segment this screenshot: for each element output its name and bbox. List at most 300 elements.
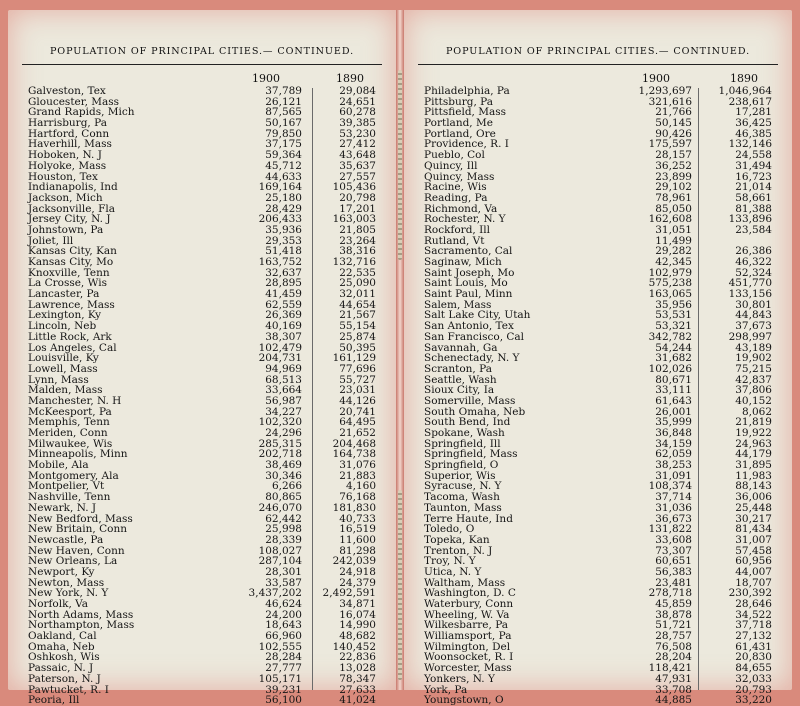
city-name: Hoboken, N. J: [28, 149, 102, 162]
population-1890: 21,819: [735, 416, 772, 429]
city-name: San Francisco, Cal: [424, 330, 525, 343]
population-1900: 62,442: [265, 512, 302, 525]
population-1890: 75,215: [735, 362, 772, 375]
population-1900: 41,459: [265, 288, 302, 301]
population-1900: 47,931: [655, 672, 692, 685]
population-1890: 44,179: [735, 448, 772, 461]
population-1900: 33,587: [265, 576, 302, 589]
population-1900: 79,850: [265, 127, 302, 140]
population-1900: 78,961: [655, 191, 692, 204]
population-1900: 36,673: [655, 512, 692, 525]
city-name: Springfield, Ill: [424, 437, 501, 450]
population-1900: 285,315: [258, 437, 302, 450]
city-name: York, Pa: [424, 683, 468, 696]
population-1890: 11,600: [339, 533, 376, 546]
population-1890: 27,132: [735, 630, 772, 643]
city-name: Waterbury, Conn: [424, 598, 514, 610]
city-name: Newcastle, Pa: [28, 533, 104, 546]
city-name: Youngstown, O: [424, 694, 504, 706]
population-1890: 30,217: [735, 512, 772, 525]
population-1900: 11,499: [655, 234, 692, 247]
population-1900: 36,252: [655, 159, 692, 172]
city-name: New Orleans, La: [28, 555, 118, 568]
city-name: Joliet, Ill: [28, 234, 74, 247]
city-name: Rockford, Ill: [424, 223, 490, 236]
population-1900: 59,364: [265, 149, 302, 162]
population-1890: 23,264: [339, 234, 376, 247]
city-name: Wheeling, W. Va: [424, 608, 510, 621]
population-1890: 21,805: [339, 223, 376, 236]
city-name: Paterson, N. J: [28, 672, 101, 685]
city-name: Wilkesbarre, Pa: [424, 619, 509, 632]
table-row: [22, 225, 382, 236]
city-name: Utica, N. Y: [424, 565, 482, 578]
city-name: Rochester, N. Y: [424, 213, 506, 226]
year-1900-heading: 1900: [642, 72, 670, 85]
city-name: Saginaw, Mich: [424, 256, 502, 268]
population-1900: 24,296: [265, 427, 302, 439]
population-1900: 53,321: [655, 320, 692, 333]
city-name: Spokane, Wash: [424, 427, 505, 439]
city-name: Somerville, Mass: [424, 394, 516, 407]
city-name: Springfield, O: [424, 459, 499, 472]
city-name: Johnstown, Pa: [28, 223, 104, 236]
population-1890: 31,895: [735, 459, 772, 472]
city-name: Louisville, Ky: [28, 352, 99, 365]
population-1890: 31,494: [735, 159, 772, 172]
city-name: Philadelphia, Pa: [424, 85, 510, 97]
city-name: Pittsfield, Mass: [424, 106, 507, 119]
city-name: Lowell, Mass: [28, 362, 98, 375]
population-1890: 61,431: [735, 640, 772, 653]
city-name: Indianapolis, Ind: [28, 181, 118, 194]
population-1900: 102,555: [258, 640, 302, 653]
table-row: [418, 695, 778, 706]
population-1900: 56,987: [265, 394, 302, 407]
population-1890: 44,843: [735, 309, 772, 322]
city-name: Los Angeles, Cal: [28, 341, 117, 354]
population-1900: 50,145: [655, 117, 692, 130]
city-name: Galveston, Tex: [28, 85, 106, 97]
population-1890: 38,316: [339, 245, 376, 258]
population-1900: 31,036: [655, 501, 692, 514]
population-1900: 35,936: [265, 223, 302, 236]
population-1900: 56,100: [265, 694, 302, 706]
population-1900: 33,111: [655, 384, 692, 397]
population-1890: 25,090: [339, 277, 376, 290]
population-1900: 80,865: [265, 491, 302, 504]
population-1900: 87,565: [265, 106, 302, 119]
population-1900: 33,608: [655, 533, 692, 546]
population-1900: 162,608: [648, 213, 692, 226]
city-name: South Bend, Ind: [424, 416, 511, 429]
city-name: Jackson, Mich: [28, 191, 103, 204]
population-1890: 37,718: [735, 619, 772, 632]
population-1900: 28,301: [265, 565, 302, 578]
population-1890: 35,637: [339, 159, 376, 172]
population-1900: 102,479: [258, 341, 302, 354]
table-row: [22, 695, 382, 706]
population-1900: 102,979: [648, 266, 692, 279]
city-name: Norfolk, Va: [28, 598, 89, 610]
population-1900: 29,282: [655, 245, 692, 258]
population-1900: 26,121: [265, 95, 302, 108]
page-header: POPULATION OF PRINCIPAL CITIES.— CONTINUED.: [22, 40, 382, 65]
left-page: [8, 10, 396, 706]
city-name: Pueblo, Col: [424, 149, 485, 162]
population-1900: 37,175: [265, 138, 302, 151]
population-1890: 451,770: [728, 277, 772, 290]
population-1890: 28,646: [735, 598, 772, 610]
population-1890: 36,425: [735, 117, 772, 130]
city-name: Peoria, Ill: [28, 694, 80, 706]
population-1900: 76,508: [655, 640, 692, 653]
city-name: Kansas City, Mo: [28, 256, 114, 268]
population-1900: 38,878: [655, 608, 692, 621]
table-row: [22, 364, 382, 375]
population-1890: 37,673: [735, 320, 772, 333]
population-1890: 105,436: [332, 181, 376, 194]
table-row: [22, 503, 382, 514]
population-1900: 53,531: [655, 309, 692, 322]
population-1900: 28,284: [265, 651, 302, 664]
population-1900: 108,374: [648, 480, 692, 493]
population-1900: 28,757: [655, 630, 692, 643]
binding-thread: [398, 490, 402, 680]
population-1890: 41,024: [339, 694, 376, 706]
population-1900: 56,383: [655, 565, 692, 578]
city-name: Richmond, Va: [424, 202, 498, 215]
population-1890: 27,633: [339, 683, 376, 696]
population-1900: 68,513: [265, 373, 302, 386]
population-1890: 181,830: [332, 501, 376, 514]
city-name: Waltham, Mass: [424, 576, 506, 589]
city-name: Omaha, Neb: [28, 640, 95, 653]
population-1890: 64,495: [339, 416, 376, 429]
population-1900: 28,204: [655, 651, 692, 664]
population-table-left: [22, 86, 382, 706]
population-1890: 32,011: [339, 288, 376, 301]
population-1900: 27,777: [265, 662, 302, 675]
population-1900: 51,418: [265, 245, 302, 258]
population-1890: 133,896: [728, 213, 772, 226]
population-1890: 29,084: [339, 85, 376, 97]
population-1900: 163,752: [258, 256, 302, 268]
population-1900: 18,643: [265, 619, 302, 632]
population-1900: 90,426: [655, 127, 692, 140]
population-1890: 14,990: [339, 619, 376, 632]
population-1890: 230,392: [728, 587, 772, 600]
population-1900: 37,789: [265, 85, 302, 97]
population-1890: 2,492,591: [322, 587, 376, 600]
population-1900: 246,070: [258, 501, 302, 514]
population-1890: 84,655: [735, 662, 772, 675]
population-1890: 34,871: [339, 598, 376, 610]
population-1890: 46,385: [735, 127, 772, 140]
population-1890: 44,654: [339, 298, 376, 311]
population-1900: 40,169: [265, 320, 302, 333]
city-name: Sioux City, Ia: [424, 384, 495, 397]
population-1900: 32,637: [265, 266, 302, 279]
city-name: Rutland, Vt: [424, 234, 485, 247]
year-1890-heading: 1890: [336, 72, 364, 85]
population-1900: 28,339: [265, 533, 302, 546]
population-1900: 39,231: [265, 683, 302, 696]
population-1900: 131,822: [648, 523, 692, 536]
city-name: Memphis, Tenn: [28, 416, 110, 429]
table-row: [22, 674, 382, 685]
city-name: Portland, Ore: [424, 127, 496, 140]
population-1900: 62,559: [265, 298, 302, 311]
population-1900: 45,859: [655, 598, 692, 610]
population-1890: 163,003: [332, 213, 376, 226]
population-1900: 23,481: [655, 576, 692, 589]
population-1900: 30,346: [265, 469, 302, 482]
population-1900: 26,369: [265, 309, 302, 322]
city-name: Scranton, Pa: [424, 362, 492, 375]
population-1900: 287,104: [258, 555, 302, 568]
city-name: Knoxville, Tenn: [28, 266, 110, 279]
city-name: Kansas City, Kan: [28, 245, 117, 258]
table-row: [418, 535, 778, 546]
population-1890: 161,129: [332, 352, 376, 365]
population-1890: 76,168: [339, 491, 376, 504]
population-1890: 27,412: [339, 138, 376, 151]
population-1900: 25,180: [265, 191, 302, 204]
population-1890: 88,143: [735, 480, 772, 493]
table-row: [418, 364, 778, 375]
page-header: POPULATION OF PRINCIPAL CITIES.— CONTINUED.: [418, 40, 778, 65]
city-name: Topeka, Kan: [424, 533, 490, 546]
population-1900: 21,766: [655, 106, 692, 119]
city-name: Lexington, Ky: [28, 309, 102, 322]
population-1890: 43,189: [735, 341, 772, 354]
population-1890: 20,798: [339, 191, 376, 204]
population-1890: 81,298: [339, 544, 376, 557]
population-1890: 30,801: [735, 298, 772, 311]
city-name: Lynn, Mass: [28, 373, 89, 386]
population-1890: 1,046,964: [718, 85, 772, 97]
city-name: Quincy, Mass: [424, 170, 495, 183]
population-1890: 164,738: [332, 448, 376, 461]
city-name: Woonsocket, R. I: [424, 651, 514, 664]
table-row: [418, 193, 778, 204]
population-1890: 50,395: [339, 341, 376, 354]
population-1900: 34,159: [655, 437, 692, 450]
city-name: La Crosse, Wis: [28, 277, 107, 290]
population-1900: 105,171: [258, 672, 302, 685]
city-name: Reading, Pa: [424, 191, 488, 204]
population-1890: 17,201: [339, 202, 376, 215]
city-name: Malden, Mass: [28, 384, 103, 397]
city-name: South Omaha, Neb: [424, 405, 526, 418]
year-1900-heading: 1900: [252, 72, 280, 85]
city-name: Washington, D. C: [424, 587, 516, 600]
city-name: Williamsport, Pa: [424, 630, 512, 643]
city-name: Oakland, Cal: [28, 630, 97, 643]
population-1890: 37,806: [735, 384, 772, 397]
city-name: Newark, N. J: [28, 501, 97, 514]
table-row: [22, 332, 382, 343]
table-row: [418, 161, 778, 172]
city-name: Schenectady, N. Y: [424, 352, 520, 365]
city-name: New Haven, Conn: [28, 544, 125, 557]
population-1890: 22,836: [339, 651, 376, 664]
population-1890: 55,727: [339, 373, 376, 386]
population-1890: 242,039: [332, 555, 376, 568]
population-1900: 28,429: [265, 202, 302, 215]
population-1900: 26,001: [655, 405, 692, 418]
population-1900: 80,671: [655, 373, 692, 386]
population-1890: 24,558: [735, 149, 772, 162]
population-1890: 132,146: [728, 138, 772, 151]
population-1900: 44,633: [265, 170, 302, 183]
population-1890: 77,696: [339, 362, 376, 375]
population-1900: 6,266: [271, 480, 302, 493]
table-row: [22, 193, 382, 204]
table-row: [418, 674, 778, 685]
city-name: Gloucester, Mass: [28, 95, 120, 108]
population-1890: 17,281: [735, 106, 772, 119]
city-name: Providence, R. I: [424, 138, 509, 151]
city-name: Newton, Mass: [28, 576, 105, 589]
population-1900: 54,244: [655, 341, 692, 354]
city-name: Oshkosh, Wis: [28, 651, 100, 664]
population-1890: 31,007: [735, 533, 772, 546]
population-1890: 8,062: [741, 405, 772, 418]
population-1900: 38,469: [265, 459, 302, 472]
city-name: McKeesport, Pa: [28, 405, 112, 418]
population-1890: 16,723: [735, 170, 772, 183]
population-1900: 204,731: [258, 352, 302, 365]
population-1890: 140,452: [332, 640, 376, 653]
city-name: Jacksonville, Fla: [28, 202, 115, 215]
table-row: [418, 332, 778, 343]
population-1890: 43,648: [339, 149, 376, 162]
population-1900: 102,026: [648, 362, 692, 375]
city-name: Manchester, N. H: [28, 394, 122, 407]
population-1890: 44,126: [339, 394, 376, 407]
population-1900: 3,437,202: [248, 587, 302, 600]
population-1900: 102,320: [258, 416, 302, 429]
city-name: Salem, Mass: [424, 298, 492, 311]
city-name: Little Rock, Ark: [28, 330, 112, 343]
city-name: Springfield, Mass: [424, 448, 518, 461]
population-1900: 36,848: [655, 427, 692, 439]
population-1890: 46,322: [735, 256, 772, 268]
city-name: Pawtucket, R. I: [28, 683, 109, 696]
population-1900: 342,782: [648, 330, 692, 343]
city-name: Lancaster, Pa: [28, 288, 100, 301]
population-1890: 39,385: [339, 117, 376, 130]
city-name: New Bedford, Mass: [28, 512, 133, 525]
population-1900: 31,682: [655, 352, 692, 365]
city-name: Meriden, Conn: [28, 427, 108, 439]
population-1900: 28,895: [265, 277, 302, 290]
city-name: Toledo, O: [424, 523, 475, 536]
population-1890: 19,922: [735, 427, 772, 439]
city-name: New Britain, Conn: [28, 523, 127, 536]
population-1900: 1,293,697: [638, 85, 692, 97]
population-1890: 18,707: [735, 576, 772, 589]
population-1900: 66,960: [265, 630, 302, 643]
city-name: Mobile, Ala: [28, 459, 89, 472]
population-1890: 36,006: [735, 491, 772, 504]
population-1900: 25,998: [265, 523, 302, 536]
city-name: Savannah, Ga: [424, 341, 498, 354]
population-1890: 21,652: [339, 427, 376, 439]
population-1890: 22,535: [339, 266, 376, 279]
population-1890: 24,963: [735, 437, 772, 450]
city-name: Wilmington, Del: [424, 640, 511, 653]
population-1890: 20,741: [339, 405, 376, 418]
table-row: [418, 503, 778, 514]
city-name: Portland, Me: [424, 117, 493, 130]
city-name: Saint Paul, Minn: [424, 288, 513, 301]
population-1900: 33,708: [655, 683, 692, 696]
city-name: Montgomery, Ala: [28, 469, 119, 482]
population-1900: 163,065: [648, 288, 692, 301]
city-name: Yonkers, N. Y: [424, 672, 495, 685]
city-name: Sacramento, Cal: [424, 245, 513, 258]
city-name: Haverhill, Mass: [28, 138, 112, 151]
city-name: Lincoln, Neb: [28, 320, 97, 333]
city-name: Hartford, Conn: [28, 127, 110, 140]
population-1890: 238,617: [728, 95, 772, 108]
population-1890: 25,448: [735, 501, 772, 514]
population-1890: 21,883: [339, 469, 376, 482]
population-1900: 45,712: [265, 159, 302, 172]
city-name: Harrisburg, Pa: [28, 117, 107, 130]
table-row: [22, 161, 382, 172]
city-name: Milwaukee, Wis: [28, 437, 113, 450]
city-name: Quincy, Ill: [424, 159, 478, 172]
population-1900: 206,433: [258, 213, 302, 226]
city-name: Terre Haute, Ind: [424, 512, 513, 525]
population-1890: 81,388: [735, 202, 772, 215]
population-1900: 85,050: [655, 202, 692, 215]
city-name: Trenton, N. J: [424, 544, 493, 557]
population-1900: 61,643: [655, 394, 692, 407]
population-1900: 118,421: [648, 662, 692, 675]
city-name: Worcester, Mass: [424, 662, 512, 675]
population-1890: 60,956: [735, 555, 772, 568]
population-1890: 133,156: [728, 288, 772, 301]
population-1900: 34,227: [265, 405, 302, 418]
population-1890: 32,033: [735, 672, 772, 685]
population-1890: 53,230: [339, 127, 376, 140]
population-1900: 29,353: [265, 234, 302, 247]
population-1890: 132,716: [332, 256, 376, 268]
city-name: Northampton, Mass: [28, 619, 135, 632]
population-1890: 21,014: [735, 181, 772, 194]
population-1890: 40,733: [339, 512, 376, 525]
city-name: Superior, Wis: [424, 469, 496, 482]
population-1890: 11,983: [735, 469, 772, 482]
population-1890: 204,468: [332, 437, 376, 450]
city-name: Passaic, N. J: [28, 662, 94, 675]
population-1900: 62,059: [655, 448, 692, 461]
population-1900: 51,721: [655, 619, 692, 632]
population-1890: 26,386: [735, 245, 772, 258]
population-1890: 81,434: [735, 523, 772, 536]
city-name: Newport, Ky: [28, 565, 95, 578]
city-name: Saint Joseph, Mo: [424, 266, 515, 279]
city-name: Salt Lake City, Utah: [424, 309, 531, 322]
population-1890: 23,031: [339, 384, 376, 397]
population-1890: 20,830: [735, 651, 772, 664]
population-1900: 108,027: [258, 544, 302, 557]
